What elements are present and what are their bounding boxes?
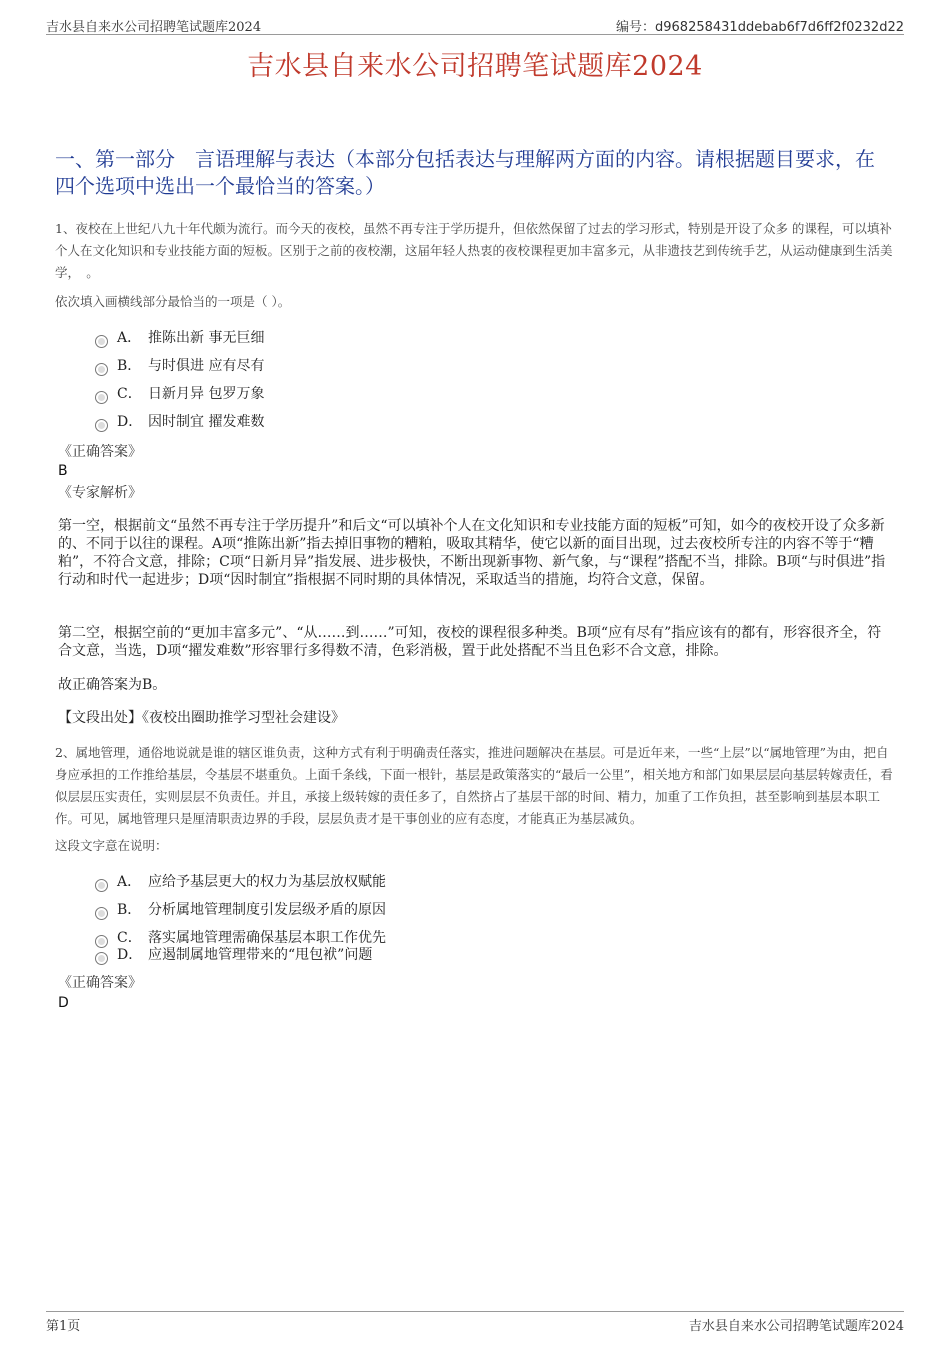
option-text: 因时制宜 擢发难数 bbox=[148, 414, 265, 430]
option-letter: A． bbox=[117, 330, 142, 346]
radio-icon[interactable] bbox=[95, 391, 108, 404]
section-heading: 一、第一部分 言语理解与表达（本部分包括表达与理解两方面的内容。请根据题目要求，在四个选项中选出一个最恰当的答案。） bbox=[55, 147, 875, 198]
option-text: 应遏制属地管理带来的“甩包袱”问题 bbox=[148, 947, 373, 963]
header-doc-name: 吉水县自来水公司招聘笔试题库2024 bbox=[46, 20, 262, 35]
page-header bbox=[46, 14, 904, 35]
answer-value: D bbox=[58, 995, 69, 1011]
option-text: 与时俱进 应有尽有 bbox=[148, 358, 265, 374]
analysis-paragraph-2: 第二空，根据空前的“更加丰富多元”、“从……到……”可知，夜校的课程很多种类。B项“应有尽有”指应该有的都有，形容很齐全，符合文意，当选，D项“擢发难数”形容罪行多得数不清，色彩消极，置于此处搭配不当且色彩不合文意，排除。 bbox=[58, 625, 882, 659]
answer-label: 《正确答案》 bbox=[58, 444, 142, 460]
answer-value: B bbox=[58, 463, 68, 479]
option-text: 应给予基层更大的权力为基层放权赋能 bbox=[148, 874, 386, 890]
radio-icon[interactable] bbox=[95, 879, 108, 892]
answer-label: 《正确答案》 bbox=[58, 975, 142, 991]
serial-value: d968258431ddebab6f7d6ff2f0232d22 bbox=[655, 20, 904, 35]
radio-icon[interactable] bbox=[95, 907, 108, 920]
option-letter: C． bbox=[117, 930, 142, 946]
page-footer bbox=[46, 1311, 904, 1332]
option-text: 日新月异 包罗万象 bbox=[148, 386, 265, 402]
analysis-paragraph-1: 第一空，根据前文“虽然不再专注于学历提升”和后文“可以填补个人在文化知识和专业技能方面的短板”可知，如今的夜校开设了众多新的、不同于以往的课程。A项“推陈出新”指去掉旧事物的糟粕，吸取其精华，使它以新的面目出现，过去夜校所专注的内容不等于“糟粕”，不符合文意，排除；C项“日新月异”指发展、进步极快，不断出现新事物、新气象，与“课程”搭配不当，排除。B项“与时俱进”指行动和时代一起进步；D项“因时制宜”指根据不同时期的具体情况，采取适当的措施，均符合文意，保留。 bbox=[58, 518, 886, 588]
radio-icon[interactable] bbox=[95, 363, 108, 376]
page-number: 第1页 bbox=[46, 1319, 81, 1334]
radio-icon[interactable] bbox=[95, 952, 108, 965]
footer-doc-name: 吉水县自来水公司招聘笔试题库2024 bbox=[688, 1319, 904, 1334]
option-letter: B． bbox=[117, 902, 142, 918]
option-letter: A． bbox=[117, 874, 142, 890]
question-1-stem: 1、夜校在上世纪八九十年代颇为流行。而今天的夜校，虽然不再专注于学历提升，但依然保留了过去的学习形式，特别是开设了众多 的课程，可以填补个人在文化知识和专业技能方面的短板。区别于之前的夜校潮，这届年轻人热衷的夜校课程更加丰富多元，从非遗技艺到传统手艺，从运动健康到生活美学， 。 bbox=[55, 221, 893, 280]
option-text: 推陈出新 事无巨细 bbox=[148, 330, 265, 346]
source-citation: 【文段出处】《夜校出圈助推学习型社会建设》 bbox=[58, 710, 345, 726]
serial-label: 编号： bbox=[615, 20, 655, 35]
option-text: 落实属地管理需确保基层本职工作优先 bbox=[148, 930, 386, 946]
question-1-prompt: 依次填入画横线部分最恰当的一项是（ ）。 bbox=[55, 294, 291, 309]
analysis-label: 《专家解析》 bbox=[58, 485, 142, 501]
radio-icon[interactable] bbox=[95, 935, 108, 948]
option-letter: D． bbox=[117, 947, 143, 963]
question-2-prompt: 这段文字意在说明： bbox=[55, 838, 168, 853]
radio-icon[interactable] bbox=[95, 419, 108, 432]
radio-icon[interactable] bbox=[95, 335, 108, 348]
header-serial bbox=[616, 16, 904, 35]
option-text: 分析属地管理制度引发层级矛盾的原因 bbox=[148, 902, 386, 918]
question-2-stem: 2、属地管理，通俗地说就是谁的辖区谁负责，这种方式有利于明确责任落实，推进问题解决在基层。可是近年来，一些“上层”以“属地管理”为由，把自身应承担的工作推给基层，令基层不堪重负。上面千条线，下面一根针，基层是政策落实的“最后一公里”，相关地方和部门如果层层向基层转嫁责任，看似层层压实责任，实则层层不负责任。并且，承接上级转嫁的责任多了，自然挤占了基层干部的时间、精力，加重了工作负担，甚至影响到基层本职工作。可见，属地管理只是厘清职责边界的手段，层层负责才是干事创业的应有态度，才能真正为基层减负。 bbox=[55, 745, 893, 826]
analysis-conclusion: 故正确答案为B。 bbox=[58, 677, 167, 693]
document-title: 吉水县自来水公司招聘笔试题库2024 bbox=[247, 51, 703, 82]
option-letter: D． bbox=[117, 414, 143, 430]
option-letter: B． bbox=[117, 358, 142, 374]
option-letter: C． bbox=[117, 386, 142, 402]
